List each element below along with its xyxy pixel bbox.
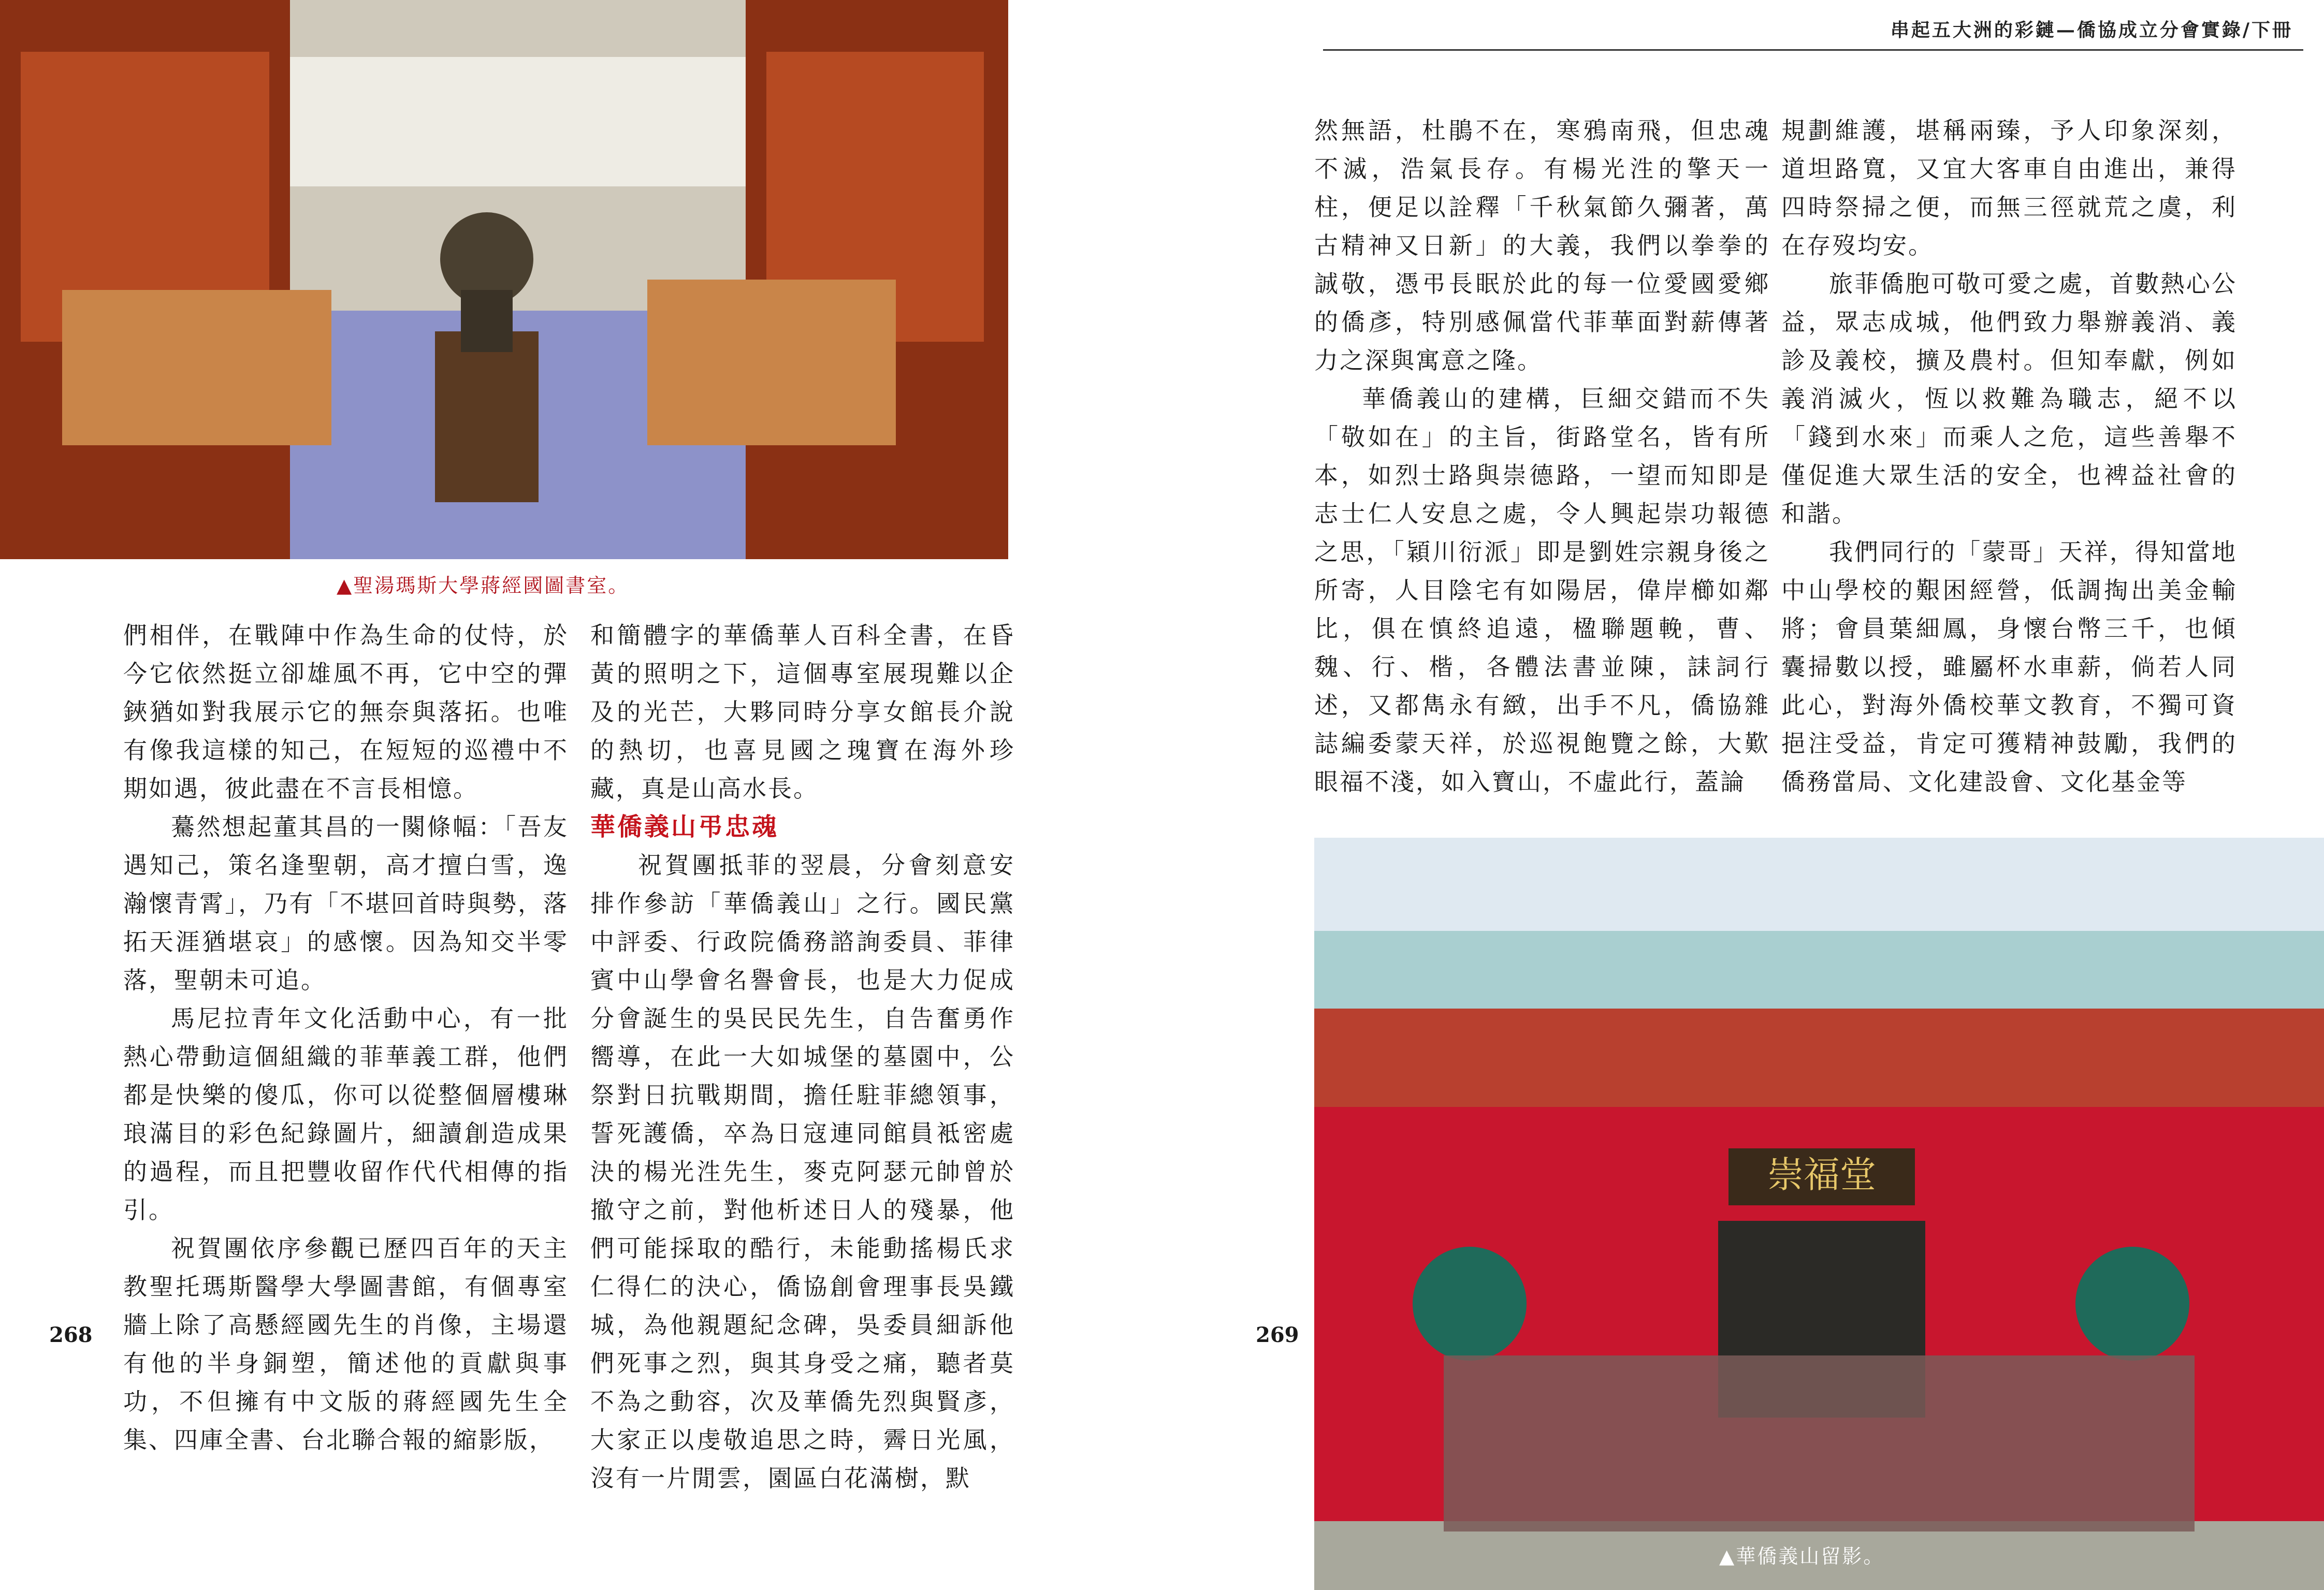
library-caption: ▲聖湯瑪斯大學蔣經國圖書室。 <box>337 574 630 597</box>
text-column-4 <box>1781 111 2237 801</box>
text-column-3 <box>1314 111 1770 801</box>
paragraph: 我們同行的「蒙哥」天祥，得知當地中山學校的艱困經營，低調掏出美金輸將；會員葉細鳳，身懷台幣三千，也傾囊掃數以授，雖屬杯水車薪，倘若人同此心，對海外僑校華文教育，不獨可資挹注受益，肯定可獲精神鼓勵，我們的僑務當局、文化建設會、文化基金等 <box>1781 538 2237 796</box>
text-column-2 <box>590 616 1015 1497</box>
temple-plaque: 崇福堂 <box>1767 1154 1876 1196</box>
temple-photo-illustration <box>1314 838 2324 1590</box>
paragraph: 和簡體字的華僑華人百科全書，在昏黃的照明之下，這個專室展現難以企及的光芒，大夥同時分享女館長介說的熱切，也喜見國之瑰寶在海外珍藏，真是山高水長。 <box>590 621 1015 803</box>
paragraph: 然無語，杜鵑不在，寒鴉南飛，但忠魂不滅，浩氣長存。有楊光泩的擎天一柱，便足以詮釋「千秋氣節久彌著，萬古精神又日新」的大義，我們以拳拳的誠敬，憑弔長眠於此的每一位愛國愛鄉的僑彥，特別感佩當代菲華面對薪傳著力之深與寓意之隆。 <box>1314 116 1770 374</box>
paragraph: 驀然想起董其昌的一闋條幅：「吾友遇知己，策名逢聖朝，高才擅白雪，逸瀚懷青霄」，乃有「不堪回首時與勢，落拓天涯猶堪哀」的感懷。因為知交半零落，聖朝未可追。 <box>123 813 569 994</box>
paragraph: 祝賀團依序參觀已歷四百年的天主教聖托瑪斯醫學大學圖書館，有個專室牆上除了高懸經國先生的肖像，主場還有他的半身銅塑，簡述他的貢獻與事功，不但擁有中文版的蔣經國先生全集、四庫全書、台北聯合報的縮影版， <box>123 1234 569 1454</box>
temple-caption: ▲華僑義山留影。 <box>1719 1545 1885 1568</box>
library-photo <box>0 0 1008 559</box>
running-title: 串起五大洲的彩鏈—僑協成立分會實錄/下冊 <box>1890 19 2293 41</box>
paragraph: 旅菲僑胞可敬可愛之處，首數熱心公益，眾志成城，他們致力舉辦義消、義診及義校，擴及農村。但知奉獻，例如義消滅火，恆以救難為職志，絕不以「錢到水來」而乘人之危，這些善舉不僅促進大眾生活的安全，也裨益社會的和諧。 <box>1781 270 2237 528</box>
paragraph: 們相伴，在戰陣中作為生命的仗恃，於今它依然挺立卻雄風不再，它中空的彈鋏猶如對我展示它的無奈與落拓。也唯有像我這樣的知己，在短短的巡禮中不期如遇，彼此盡在不言長相憶。 <box>123 621 569 803</box>
paragraph: 馬尼拉青年文化活動中心，有一批熱心帶動這個組織的菲華義工群，他們都是快樂的傻瓜，你可以從整個層樓琳琅滿目的彩色紀錄圖片，細讀創造成果的過程，而且把豐收留作代代相傳的指引。 <box>123 1004 569 1224</box>
paragraph: 規劃維護，堪稱兩臻，予人印象深刻，道坦路寬，又宜大客車自由進出，兼得四時祭掃之便，而無三徑就荒之虞，利在存歿均安。 <box>1781 116 2237 259</box>
paragraph: 華僑義山的建構，巨細交錯而不失「敬如在」的主旨，街路堂名，皆有所本，如烈士路與崇德路，一望而知即是志士仁人安息之處，令人興起崇功報德之思，「穎川衍派」即是劉姓宗親身後之所寄，人目陰宅有如陽居，偉岸櫛如鄰比，俱在慎終追遠，楹聯題輓，曹、魏、行、楷，各體法書並陳，誄詞行述，又都雋永有緻，出手不凡，僑協雜誌編委蒙天祥，於巡視飽覽之餘，大歎眼福不淺，如入寶山，不虛此行，蓋論 <box>1314 385 1770 796</box>
page-number-left: 268 <box>49 1323 93 1347</box>
section-heading: 華僑義山弔忠魂 <box>590 812 779 841</box>
text-column-1 <box>123 616 569 1459</box>
page-number-right: 269 <box>1256 1323 1299 1347</box>
paragraph: 祝賀團抵菲的翌晨，分會刻意安排作參訪「華僑義山」之行。國民黨中評委、行政院僑務諮詢委員、菲律賓中山學會名譽會長，也是大力促成分會誕生的吳民民先生，自告奮勇作嚮導，在此一大如城堡的墓園中，公祭對日抗戰期間，擔任駐菲總領事，誓死護僑，卒為日寇連同館員袛密處決的楊光泩先生，麥克阿瑟元帥曾於撤守之前，對他析述日人的殘暴，他們可能採取的酷行，未能動搖楊氏求仁得仁的決心，僑協創會理事長吳鐵城，為他親題紀念碑，吳委員細訴他們死事之烈，與其身受之痛，聽者莫不為之動容，次及華僑先烈與賢彥，大家正以虔敬追思之時，霽日光風，沒有一片閒雲，園區白花滿樹，默 <box>590 851 1015 1492</box>
header-rule <box>1323 49 2303 51</box>
temple-photo <box>1314 838 2324 1590</box>
library-photo-illustration <box>0 0 1008 559</box>
